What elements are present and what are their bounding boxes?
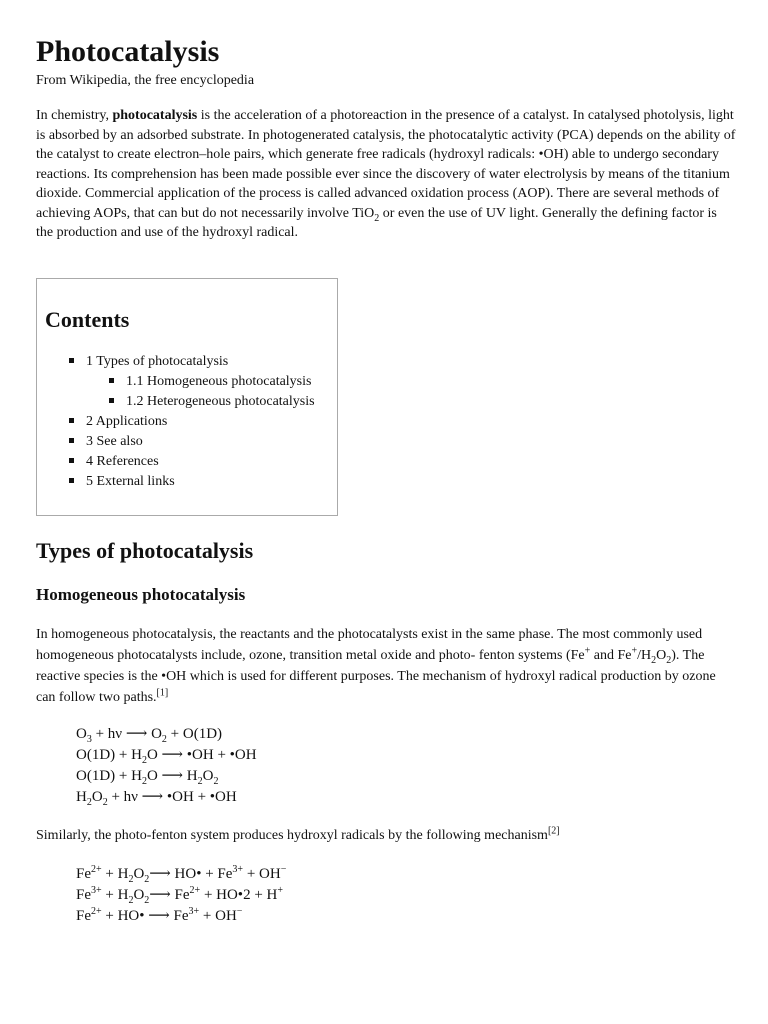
subsection-heading-homogeneous: Homogeneous photocatalysis xyxy=(36,585,246,604)
eq-text: + HO•2 + H xyxy=(200,887,278,903)
bullet-icon xyxy=(109,378,114,383)
eq-text: + hν ⟶ •OH + •OH xyxy=(107,789,237,805)
toc-item-references xyxy=(69,453,159,471)
eq-sup: + xyxy=(277,885,283,896)
eq-text: O(1D) + H xyxy=(76,768,142,784)
eq-text: Fe xyxy=(76,866,91,882)
eq-text: O(1D) + H xyxy=(76,747,142,763)
toc-link-applications[interactable]: 2 Applications xyxy=(86,414,168,429)
bullet-icon xyxy=(69,418,74,423)
eq-sub: 2 xyxy=(86,797,92,808)
eq-sub: 2 xyxy=(141,776,147,787)
eq-sup: 3+ xyxy=(232,864,244,875)
eq-text: O xyxy=(133,866,145,882)
toc-link-types[interactable]: 1 Types of photocatalysis xyxy=(86,354,229,369)
eq-sub: 2 xyxy=(161,734,167,745)
table-of-contents xyxy=(36,278,338,516)
eq-text: O xyxy=(91,789,103,805)
eq-sup: − xyxy=(280,864,287,875)
eq-text: + H xyxy=(101,866,129,882)
bullet-icon xyxy=(69,458,74,463)
ozone-equation-4 xyxy=(76,787,237,808)
eq-text: H xyxy=(76,789,87,805)
fenton-equation-3 xyxy=(76,906,242,927)
eq-sup: 2+ xyxy=(91,864,102,875)
eq-sub: 2 xyxy=(213,776,219,787)
toc-link-external-links[interactable]: 5 External links xyxy=(86,474,175,489)
p1-sub-b: 2 xyxy=(666,654,672,666)
page-subtitle: From Wikipedia, the free encyclopedia xyxy=(36,73,255,88)
bullet-icon xyxy=(69,438,74,443)
p2-text: Similarly, the photo-fenton system produces hydroxyl radicals by the following mechanism xyxy=(36,828,548,843)
eq-text: + O(1D) xyxy=(166,726,223,742)
eq-text: + hν ⟶ O xyxy=(91,726,162,742)
eq-sub: 2 xyxy=(141,755,147,766)
p1-text-d: O xyxy=(656,648,667,663)
eq-text: O ⟶ H xyxy=(146,768,198,784)
intro-term: photocatalysis xyxy=(112,108,198,123)
bullet-icon xyxy=(69,358,74,363)
eq-sub: 2 xyxy=(102,797,108,808)
ozone-equation-1 xyxy=(76,724,222,745)
p1-sub-a: 2 xyxy=(651,654,657,666)
toc-link-homogeneous[interactable]: 1.1 Homogeneous photocatalysis xyxy=(126,374,312,389)
homogeneous-paragraph xyxy=(36,624,736,708)
bullet-icon xyxy=(109,398,114,403)
intro-rest-1: is the acceleration of a photoreaction in the presence of a catalyst. In catalysed photolysis, light is absorbed by an adsorbed substrate. In photogenerated catalysis, the photocatalytic activity (PCA) depends on the ability of the catalyst to create electron–hole pairs, which generate free radicals (hydroxyl radicals: •OH) able to undergo secondary reactions. Its comprehension has been made possible ever since the discovery of water electrolysis by means of the titanium dioxide. Commercial application of the process is called advanced oxidation process (AOP). There are several methods of achieving AOPs, that can but do not necessarily involve TiO xyxy=(36,108,736,221)
eq-sub: 2 xyxy=(197,776,203,787)
eq-sub: 2 xyxy=(144,895,150,906)
toc-item-heterogeneous xyxy=(109,393,315,411)
toc-link-see-also[interactable]: 3 See also xyxy=(86,434,143,449)
eq-text: O xyxy=(202,768,214,784)
citation-link-2[interactable]: [2] xyxy=(547,825,560,837)
toc-link-references[interactable]: 4 References xyxy=(86,454,159,469)
p1-sup-a: + xyxy=(584,645,591,657)
fenton-paragraph xyxy=(36,826,736,846)
eq-sup: 2+ xyxy=(189,885,201,896)
eq-sup: 3+ xyxy=(91,885,102,896)
intro-sub: 2 xyxy=(374,212,380,224)
fenton-equation-1 xyxy=(76,864,286,885)
intro-lead: In chemistry, xyxy=(36,108,113,123)
ozone-equation-2 xyxy=(76,745,257,766)
bullet-icon xyxy=(69,478,74,483)
toc-item-homogeneous xyxy=(109,373,311,391)
eq-sub: 2 xyxy=(128,895,134,906)
section-heading-types: Types of photocatalysis xyxy=(36,538,254,563)
toc-item-types xyxy=(69,353,228,371)
eq-text: O xyxy=(133,887,145,903)
fenton-equation-2 xyxy=(76,885,283,906)
p1-text-b: and Fe xyxy=(590,648,632,663)
page-title: Photocatalysis xyxy=(36,35,220,68)
eq-sup: 3+ xyxy=(188,906,200,917)
ozone-equation-3 xyxy=(76,766,218,787)
eq-text: + OH xyxy=(199,908,237,924)
toc-item-external-links xyxy=(69,473,175,491)
intro-paragraph xyxy=(36,106,736,243)
p1-text-e: ). The reactive species is the •OH which is used for different purposes. The mechanism of hydroxyl radical production by ozone can follow two paths. xyxy=(36,648,716,705)
eq-text: O ⟶ •OH + •OH xyxy=(146,747,257,763)
citation-link-1[interactable]: [1] xyxy=(156,687,169,699)
eq-text: ⟶ HO• + Fe xyxy=(149,866,233,882)
eq-text: + HO• ⟶ Fe xyxy=(101,908,189,924)
eq-sub: 2 xyxy=(128,874,134,885)
eq-text: Fe xyxy=(76,908,91,924)
toc-link-heterogeneous[interactable]: 1.2 Heterogeneous photocatalysis xyxy=(126,394,315,409)
toc-item-see-also xyxy=(69,433,143,451)
toc-title: Contents xyxy=(45,307,130,332)
toc-item-applications xyxy=(69,413,167,431)
p1-sup-b: + xyxy=(631,645,638,657)
p1-text-a: In homogeneous photocatalysis, the reactants and the photocatalysts exist in the same phase. The most commonly used homogeneous photocatalysts include, ozone, transition metal oxide and photo- fenton systems (Fe xyxy=(36,627,703,663)
eq-text: + OH xyxy=(243,866,281,882)
eq-sup: 2+ xyxy=(91,906,102,917)
eq-sub: 2 xyxy=(144,874,150,885)
eq-text: Fe xyxy=(76,887,91,903)
eq-text: + H xyxy=(101,887,129,903)
eq-sup: − xyxy=(236,906,243,917)
intro-rest-2: or even the use of UV light. Generally the defining factor is the production and use of the hydroxyl radical. xyxy=(36,205,717,240)
eq-text: ⟶ Fe xyxy=(149,887,190,903)
eq-sub: 3 xyxy=(86,734,92,745)
eq-text: O xyxy=(76,726,87,742)
p1-text-c: /H xyxy=(637,648,652,663)
